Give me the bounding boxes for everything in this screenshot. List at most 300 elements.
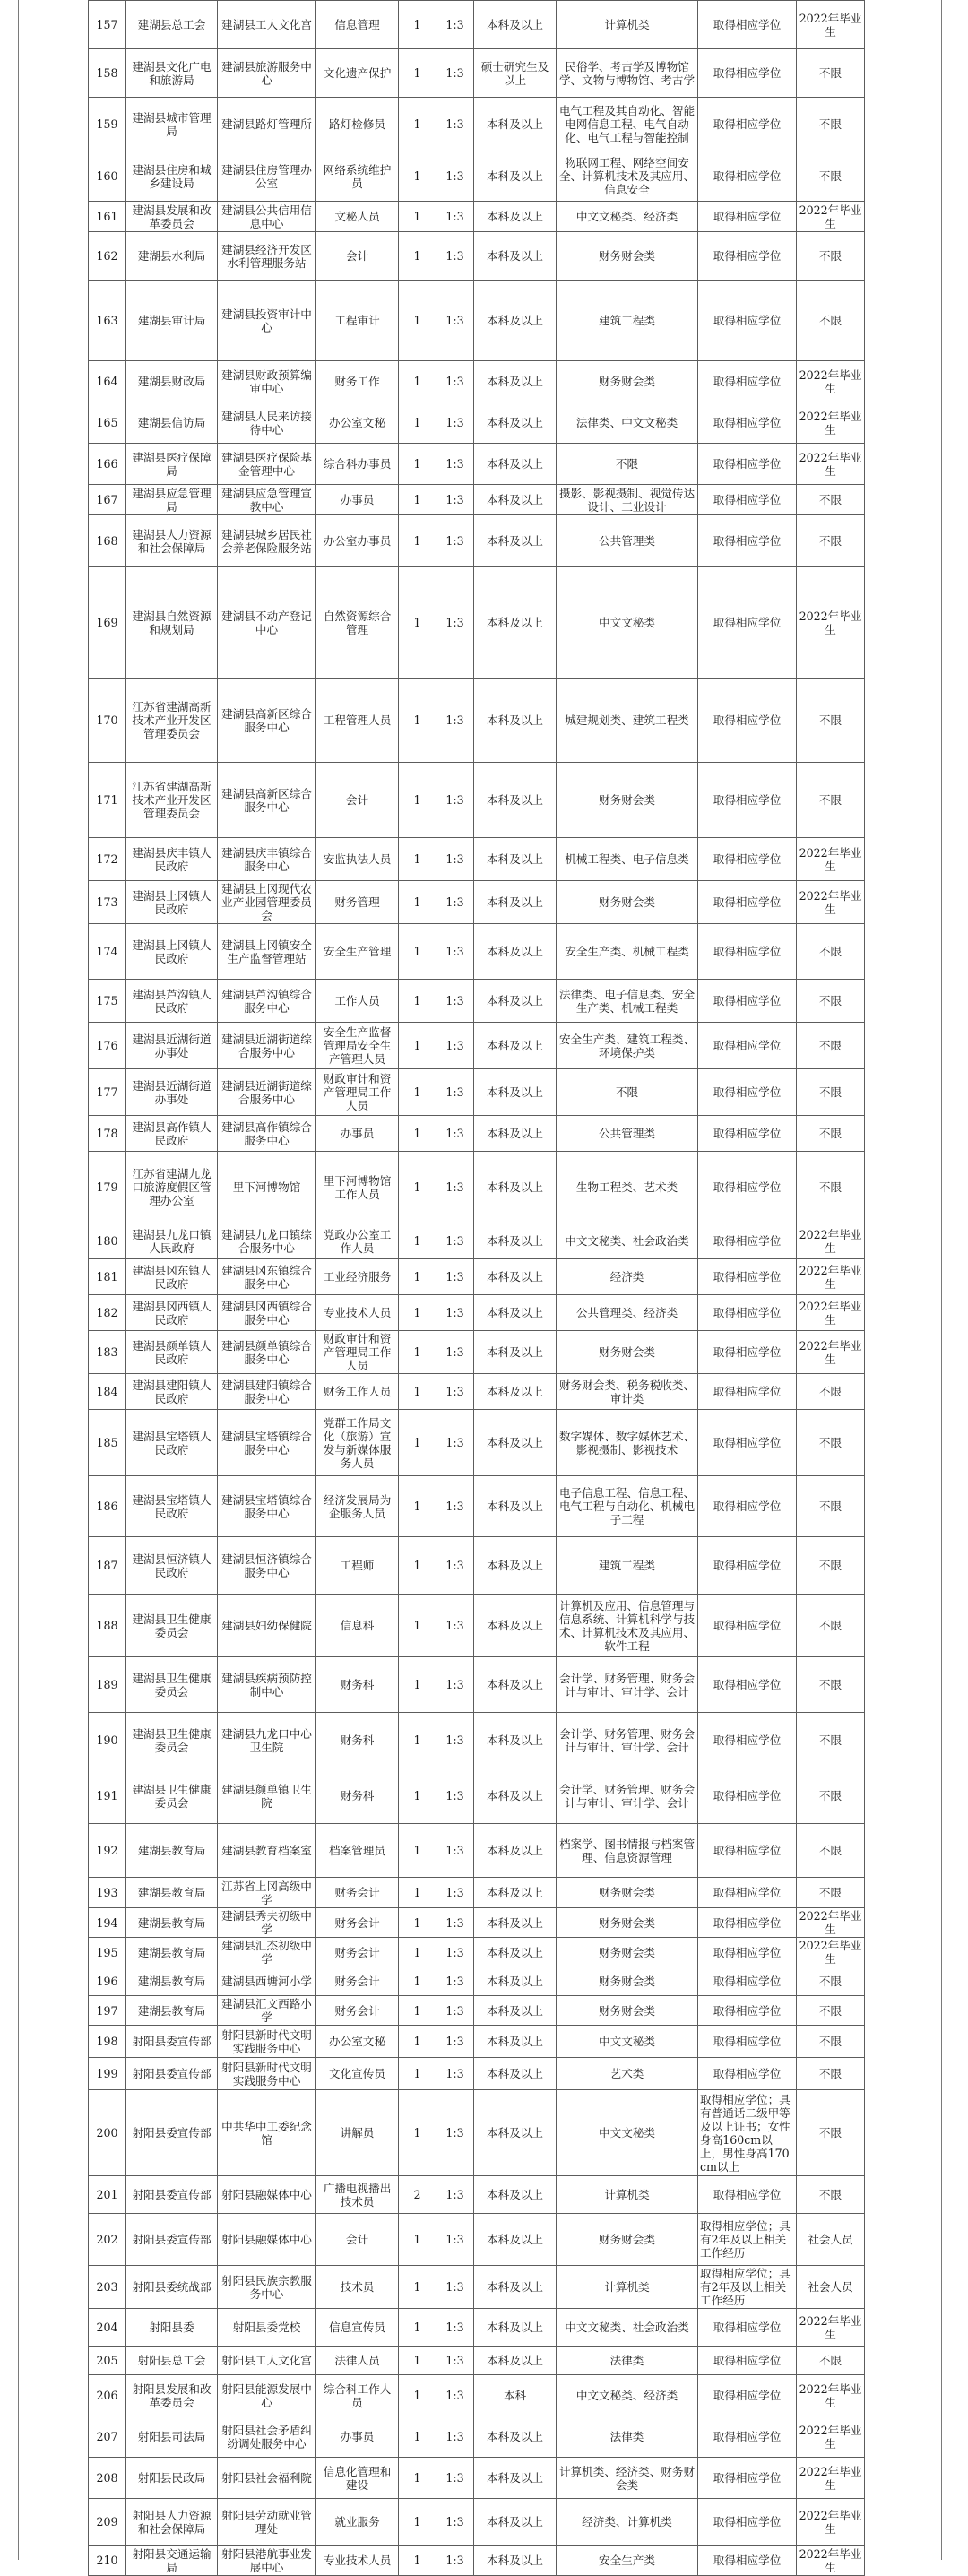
major-requirement-cell: 电气工程及其自动化、智能电网信息工程、电气自动化、电气工程与智能控制 <box>557 98 698 151</box>
headcount-cell: 1 <box>399 1938 436 1967</box>
recruiting-unit-cell: 射阳县社会福利院 <box>218 2458 316 2499</box>
table-row <box>89 361 865 402</box>
headcount-cell: 1 <box>399 2458 436 2499</box>
headcount-cell: 1 <box>399 1476 436 1537</box>
post-code-cell: 159 <box>89 98 126 151</box>
exam-ratio-cell: 1:3 <box>436 980 474 1023</box>
table-row <box>89 515 865 567</box>
post-code-cell: 175 <box>89 980 126 1023</box>
recruiting-unit-cell: 建湖县宝塔镇综合服务中心 <box>218 1476 316 1537</box>
recruiting-unit-cell: 射阳县融媒体中心 <box>218 2214 316 2266</box>
recruiting-unit-cell: 建湖县不动产登记中心 <box>218 567 316 679</box>
education-cell: 本科及以上 <box>474 1152 557 1223</box>
headcount-cell: 1 <box>399 1967 436 1996</box>
education-cell: 本科及以上 <box>474 881 557 924</box>
education-cell: 本科及以上 <box>474 1374 557 1410</box>
education-cell: 本科及以上 <box>474 2416 557 2458</box>
headcount-cell: 1 <box>399 1331 436 1374</box>
department-cell: 建湖县冈西镇人民政府 <box>126 1295 218 1331</box>
other-requirement-cell: 取得相应学位 <box>698 2458 797 2499</box>
post-code-cell: 179 <box>89 1152 126 1223</box>
table-row <box>89 2266 865 2309</box>
recruiting-unit-cell: 中共华中工委纪念馆 <box>218 2090 316 2176</box>
department-cell: 建湖县住房和城乡建设局 <box>126 151 218 202</box>
major-requirement-cell: 公共管理类、经济类 <box>557 1295 698 1331</box>
department-cell: 建湖县水利局 <box>126 232 218 281</box>
exam-ratio-cell: 1:3 <box>436 202 474 232</box>
major-requirement-cell: 中文文秘类 <box>557 2026 698 2058</box>
recruitment-post-table <box>88 0 865 2576</box>
headcount-cell: 1 <box>399 1595 436 1657</box>
education-cell: 本科及以上 <box>474 1996 557 2026</box>
table-row <box>89 1938 865 1967</box>
other-requirement-cell: 取得相应学位 <box>698 232 797 281</box>
other-requirement-cell: 取得相应学位 <box>698 1116 797 1152</box>
department-cell: 射阳县发展和改革委员会 <box>126 2375 218 2416</box>
other-requirement-cell: 取得相应学位 <box>698 679 797 763</box>
position-name-cell: 财务工作 <box>316 361 399 402</box>
exam-ratio-cell: 1:3 <box>436 2546 474 2576</box>
education-cell: 本科及以上 <box>474 1967 557 1996</box>
other-requirement-cell: 取得相应学位 <box>698 515 797 567</box>
exam-ratio-cell: 1:3 <box>436 151 474 202</box>
position-name-cell: 会计 <box>316 763 399 838</box>
applicant-type-cell: 不限 <box>797 1878 865 1908</box>
post-code-cell: 165 <box>89 402 126 444</box>
table-row <box>89 1768 865 1824</box>
other-requirement-cell: 取得相应学位 <box>698 1908 797 1938</box>
applicant-type-cell: 2022年毕业生 <box>797 2546 865 2576</box>
table-row <box>89 1023 865 1069</box>
major-requirement-cell: 经济类 <box>557 1259 698 1295</box>
major-requirement-cell: 计算机类、经济类、财务财会类 <box>557 2458 698 2499</box>
major-requirement-cell: 中文文秘类、经济类 <box>557 202 698 232</box>
education-cell: 本科及以上 <box>474 361 557 402</box>
other-requirement-cell: 取得相应学位；具有2年及以上相关工作经历 <box>698 2214 797 2266</box>
position-name-cell: 会计 <box>316 2214 399 2266</box>
recruiting-unit-cell: 建湖县妇幼保健院 <box>218 1595 316 1657</box>
post-code-cell: 185 <box>89 1410 126 1476</box>
education-cell: 本科及以上 <box>474 1878 557 1908</box>
education-cell: 本科及以上 <box>474 924 557 980</box>
headcount-cell: 1 <box>399 2309 436 2347</box>
applicant-type-cell: 2022年毕业生 <box>797 2458 865 2499</box>
table-row <box>89 1223 865 1259</box>
position-name-cell: 财政审计和资产管理局工作人员 <box>316 1069 399 1116</box>
position-name-cell: 工业经济服务 <box>316 1259 399 1295</box>
other-requirement-cell: 取得相应学位 <box>698 1410 797 1476</box>
recruiting-unit-cell: 建湖县路灯管理所 <box>218 98 316 151</box>
other-requirement-cell: 取得相应学位 <box>698 1152 797 1223</box>
department-cell: 建湖县芦沟镇人民政府 <box>126 980 218 1023</box>
department-cell: 建湖县恒济镇人民政府 <box>126 1537 218 1595</box>
headcount-cell: 1 <box>399 1537 436 1595</box>
recruiting-unit-cell: 射阳县社会矛盾纠纷调处服务中心 <box>218 2416 316 2458</box>
department-cell: 射阳县交通运输局 <box>126 2546 218 2576</box>
major-requirement-cell: 财务财会类 <box>557 1938 698 1967</box>
headcount-cell: 1 <box>399 2266 436 2309</box>
exam-ratio-cell: 1:3 <box>436 281 474 361</box>
education-cell: 本科及以上 <box>474 2058 557 2090</box>
recruiting-unit-cell: 建湖县庆丰镇综合服务中心 <box>218 838 316 881</box>
position-name-cell: 技术员 <box>316 2266 399 2309</box>
recruiting-unit-cell: 里下河博物馆 <box>218 1152 316 1223</box>
post-code-cell: 184 <box>89 1374 126 1410</box>
exam-ratio-cell: 1:3 <box>436 98 474 151</box>
education-cell: 本科及以上 <box>474 980 557 1023</box>
position-name-cell: 法律人员 <box>316 2347 399 2375</box>
table-row <box>89 151 865 202</box>
department-cell: 建湖县冈东镇人民政府 <box>126 1259 218 1295</box>
recruiting-unit-cell: 建湖县高新区综合服务中心 <box>218 679 316 763</box>
table-row <box>89 2176 865 2214</box>
post-code-cell: 163 <box>89 281 126 361</box>
other-requirement-cell: 取得相应学位 <box>698 1996 797 2026</box>
headcount-cell: 1 <box>399 924 436 980</box>
education-cell: 本科及以上 <box>474 2458 557 2499</box>
exam-ratio-cell: 1:3 <box>436 515 474 567</box>
other-requirement-cell: 取得相应学位 <box>698 485 797 515</box>
post-code-cell: 188 <box>89 1595 126 1657</box>
major-requirement-cell: 法律类 <box>557 2416 698 2458</box>
position-name-cell: 信息管理 <box>316 1 399 49</box>
other-requirement-cell: 取得相应学位 <box>698 1967 797 1996</box>
major-requirement-cell: 建筑工程类 <box>557 1537 698 1595</box>
position-name-cell: 专业技术人员 <box>316 2546 399 2576</box>
table-row <box>89 485 865 515</box>
exam-ratio-cell: 1:3 <box>436 1908 474 1938</box>
department-cell: 建湖县总工会 <box>126 1 218 49</box>
major-requirement-cell: 经济类、计算机类 <box>557 2499 698 2546</box>
education-cell: 本科及以上 <box>474 1069 557 1116</box>
other-requirement-cell: 取得相应学位 <box>698 763 797 838</box>
department-cell: 建湖县近湖街道办事处 <box>126 1069 218 1116</box>
major-requirement-cell: 建筑工程类 <box>557 281 698 361</box>
major-requirement-cell: 安全生产类、机械工程类 <box>557 924 698 980</box>
recruiting-unit-cell: 建湖县汇文西路小学 <box>218 1996 316 2026</box>
education-cell: 本科及以上 <box>474 1410 557 1476</box>
applicant-type-cell: 不限 <box>797 1537 865 1595</box>
position-name-cell: 文化宣传员 <box>316 2058 399 2090</box>
post-code-cell: 202 <box>89 2214 126 2266</box>
recruiting-unit-cell: 建湖县旅游服务中心 <box>218 49 316 98</box>
department-cell: 建湖县自然资源和规划局 <box>126 567 218 679</box>
department-cell: 建湖县信访局 <box>126 402 218 444</box>
exam-ratio-cell: 1:3 <box>436 1938 474 1967</box>
recruiting-unit-cell: 建湖县汇杰初级中学 <box>218 1938 316 1967</box>
position-name-cell: 信息宣传员 <box>316 2309 399 2347</box>
applicant-type-cell: 2022年毕业生 <box>797 202 865 232</box>
recruiting-unit-cell: 建湖县高新区综合服务中心 <box>218 763 316 838</box>
other-requirement-cell: 取得相应学位 <box>698 881 797 924</box>
education-cell: 本科及以上 <box>474 2309 557 2347</box>
headcount-cell: 1 <box>399 838 436 881</box>
post-code-cell: 191 <box>89 1768 126 1824</box>
headcount-cell: 1 <box>399 1152 436 1223</box>
major-requirement-cell: 中文文秘类 <box>557 2090 698 2176</box>
department-cell: 建湖县宝塔镇人民政府 <box>126 1476 218 1537</box>
table-row <box>89 232 865 281</box>
position-name-cell: 办事员 <box>316 1116 399 1152</box>
table-row <box>89 1 865 49</box>
applicant-type-cell: 2022年毕业生 <box>797 1223 865 1259</box>
post-code-cell: 164 <box>89 361 126 402</box>
position-name-cell: 讲解员 <box>316 2090 399 2176</box>
department-cell: 建湖县建阳镇人民政府 <box>126 1374 218 1410</box>
post-code-cell: 173 <box>89 881 126 924</box>
post-code-cell: 157 <box>89 1 126 49</box>
position-name-cell: 财务会计 <box>316 1938 399 1967</box>
position-name-cell: 安全生产监督管理局安全生产管理人员 <box>316 1023 399 1069</box>
education-cell: 本科及以上 <box>474 1259 557 1295</box>
table-row <box>89 881 865 924</box>
department-cell: 建湖县颜单镇人民政府 <box>126 1331 218 1374</box>
headcount-cell: 1 <box>399 1374 436 1410</box>
recruiting-unit-cell: 建湖县芦沟镇综合服务中心 <box>218 980 316 1023</box>
recruiting-unit-cell: 射阳县民族宗教服务中心 <box>218 2266 316 2309</box>
major-requirement-cell: 安全生产类、建筑工程类、环境保护类 <box>557 1023 698 1069</box>
headcount-cell: 1 <box>399 1824 436 1878</box>
major-requirement-cell: 财务财会类 <box>557 881 698 924</box>
table-row <box>89 2347 865 2375</box>
other-requirement-cell: 取得相应学位 <box>698 151 797 202</box>
post-code-cell: 174 <box>89 924 126 980</box>
recruiting-unit-cell: 建湖县西塘河小学 <box>218 1967 316 1996</box>
applicant-type-cell: 不限 <box>797 1996 865 2026</box>
department-cell: 建湖县教育局 <box>126 1996 218 2026</box>
recruiting-unit-cell: 建湖县投资审计中心 <box>218 281 316 361</box>
exam-ratio-cell: 1:3 <box>436 361 474 402</box>
applicant-type-cell: 2022年毕业生 <box>797 2309 865 2347</box>
other-requirement-cell: 取得相应学位 <box>698 1069 797 1116</box>
exam-ratio-cell: 1:3 <box>436 1878 474 1908</box>
department-cell: 建湖县城市管理局 <box>126 98 218 151</box>
other-requirement-cell: 取得相应学位 <box>698 281 797 361</box>
major-requirement-cell: 计算机类 <box>557 2266 698 2309</box>
table-row <box>89 1996 865 2026</box>
headcount-cell: 1 <box>399 2416 436 2458</box>
position-name-cell: 广播电视播出技术员 <box>316 2176 399 2214</box>
post-code-cell: 176 <box>89 1023 126 1069</box>
post-code-cell: 199 <box>89 2058 126 2090</box>
table-row <box>89 98 865 151</box>
education-cell: 本科及以上 <box>474 2026 557 2058</box>
other-requirement-cell: 取得相应学位 <box>698 1374 797 1410</box>
applicant-type-cell: 不限 <box>797 1768 865 1824</box>
position-name-cell: 财务会计 <box>316 1908 399 1938</box>
recruiting-unit-cell: 建湖县城乡居民社会养老保险服务站 <box>218 515 316 567</box>
education-cell: 本科及以上 <box>474 444 557 485</box>
post-code-cell: 178 <box>89 1116 126 1152</box>
applicant-type-cell: 不限 <box>797 281 865 361</box>
education-cell: 本科及以上 <box>474 1908 557 1938</box>
other-requirement-cell: 取得相应学位；具有普通话二级甲等及以上证书；女性身高160cm以上，男性身高170cm以上 <box>698 2090 797 2176</box>
table-row <box>89 1152 865 1223</box>
major-requirement-cell: 法律类、中文文秘类 <box>557 402 698 444</box>
applicant-type-cell: 2022年毕业生 <box>797 402 865 444</box>
exam-ratio-cell: 1:3 <box>436 1410 474 1476</box>
post-code-cell: 183 <box>89 1331 126 1374</box>
department-cell: 射阳县总工会 <box>126 2347 218 2375</box>
recruiting-unit-cell: 射阳县能源发展中心 <box>218 2375 316 2416</box>
education-cell: 本科及以上 <box>474 2090 557 2176</box>
post-code-cell: 181 <box>89 1259 126 1295</box>
position-name-cell: 财务科 <box>316 1768 399 1824</box>
other-requirement-cell: 取得相应学位 <box>698 1259 797 1295</box>
applicant-type-cell: 不限 <box>797 1713 865 1768</box>
education-cell: 本科及以上 <box>474 838 557 881</box>
post-code-cell: 192 <box>89 1824 126 1878</box>
education-cell: 本科及以上 <box>474 1223 557 1259</box>
headcount-cell: 1 <box>399 232 436 281</box>
education-cell: 本科及以上 <box>474 1 557 49</box>
position-name-cell: 财务会计 <box>316 1967 399 1996</box>
exam-ratio-cell: 1:3 <box>436 1657 474 1713</box>
headcount-cell: 1 <box>399 1657 436 1713</box>
headcount-cell: 1 <box>399 679 436 763</box>
recruiting-unit-cell: 建湖县宝塔镇综合服务中心 <box>218 1410 316 1476</box>
exam-ratio-cell: 1:3 <box>436 2266 474 2309</box>
post-code-cell: 187 <box>89 1537 126 1595</box>
headcount-cell: 1 <box>399 1023 436 1069</box>
exam-ratio-cell: 1:3 <box>436 1259 474 1295</box>
table-row <box>89 1967 865 1996</box>
recruiting-unit-cell: 建湖县九龙口镇综合服务中心 <box>218 1223 316 1259</box>
exam-ratio-cell: 1:3 <box>436 2058 474 2090</box>
other-requirement-cell: 取得相应学位 <box>698 1331 797 1374</box>
recruiting-unit-cell: 建湖县冈东镇综合服务中心 <box>218 1259 316 1295</box>
headcount-cell: 1 <box>399 202 436 232</box>
exam-ratio-cell: 1:3 <box>436 2347 474 2375</box>
applicant-type-cell: 2022年毕业生 <box>797 361 865 402</box>
exam-ratio-cell: 1:3 <box>436 924 474 980</box>
other-requirement-cell: 取得相应学位；具有2年及以上相关工作经历 <box>698 2266 797 2309</box>
exam-ratio-cell: 1:3 <box>436 1 474 49</box>
applicant-type-cell: 不限 <box>797 515 865 567</box>
other-requirement-cell: 取得相应学位 <box>698 567 797 679</box>
post-code-cell: 172 <box>89 838 126 881</box>
headcount-cell: 1 <box>399 1069 436 1116</box>
department-cell: 建湖县教育局 <box>126 1908 218 1938</box>
position-name-cell: 党群工作局文化（旅游）宣发与新媒体服务人员 <box>316 1410 399 1476</box>
position-name-cell: 路灯检修员 <box>316 98 399 151</box>
department-cell: 建湖县医疗保障局 <box>126 444 218 485</box>
position-name-cell: 信息化管理和建设 <box>316 2458 399 2499</box>
department-cell: 建湖县人力资源和社会保障局 <box>126 515 218 567</box>
exam-ratio-cell: 1:3 <box>436 1223 474 1259</box>
department-cell: 建湖县教育局 <box>126 1967 218 1996</box>
major-requirement-cell: 法律类、电子信息类、安全生产类、机械工程类 <box>557 980 698 1023</box>
applicant-type-cell: 不限 <box>797 151 865 202</box>
other-requirement-cell: 取得相应学位 <box>698 202 797 232</box>
headcount-cell: 1 <box>399 361 436 402</box>
position-name-cell: 财务工作人员 <box>316 1374 399 1410</box>
major-requirement-cell: 机械工程类、电子信息类 <box>557 838 698 881</box>
major-requirement-cell: 中文文秘类、社会政治类 <box>557 2309 698 2347</box>
recruiting-unit-cell: 射阳县港航事业发展中心 <box>218 2546 316 2576</box>
table-row <box>89 1476 865 1537</box>
position-name-cell: 党政办公室工作人员 <box>316 1223 399 1259</box>
recruiting-unit-cell: 建湖县颜单镇卫生院 <box>218 1768 316 1824</box>
headcount-cell: 1 <box>399 1996 436 2026</box>
position-name-cell: 自然资源综合管理 <box>316 567 399 679</box>
major-requirement-cell: 财务财会类、税务税收类、审计类 <box>557 1374 698 1410</box>
applicant-type-cell: 不限 <box>797 2176 865 2214</box>
exam-ratio-cell: 1:3 <box>436 444 474 485</box>
recruiting-unit-cell: 射阳县融媒体中心 <box>218 2176 316 2214</box>
education-cell: 本科及以上 <box>474 679 557 763</box>
exam-ratio-cell: 1:3 <box>436 485 474 515</box>
other-requirement-cell: 取得相应学位 <box>698 402 797 444</box>
applicant-type-cell: 2022年毕业生 <box>797 1 865 49</box>
other-requirement-cell: 取得相应学位 <box>698 1657 797 1713</box>
exam-ratio-cell: 1:3 <box>436 1116 474 1152</box>
department-cell: 建湖县高作镇人民政府 <box>126 1116 218 1152</box>
post-code-cell: 193 <box>89 1878 126 1908</box>
applicant-type-cell: 2022年毕业生 <box>797 567 865 679</box>
recruiting-unit-cell: 射阳县工人文化宫 <box>218 2347 316 2375</box>
post-code-cell: 208 <box>89 2458 126 2499</box>
table-row <box>89 1537 865 1595</box>
headcount-cell: 1 <box>399 763 436 838</box>
position-name-cell: 经济发展局为企服务人员 <box>316 1476 399 1537</box>
post-code-cell: 207 <box>89 2416 126 2458</box>
exam-ratio-cell: 1:3 <box>436 1595 474 1657</box>
applicant-type-cell: 不限 <box>797 1069 865 1116</box>
position-name-cell: 办事员 <box>316 2416 399 2458</box>
table-row <box>89 980 865 1023</box>
education-cell: 本科及以上 <box>474 1657 557 1713</box>
major-requirement-cell: 民俗学、考古学及博物馆学、文物与博物馆、考古学 <box>557 49 698 98</box>
other-requirement-cell: 取得相应学位 <box>698 2546 797 2576</box>
other-requirement-cell: 取得相应学位 <box>698 49 797 98</box>
applicant-type-cell: 2022年毕业生 <box>797 881 865 924</box>
exam-ratio-cell: 1:3 <box>436 2309 474 2347</box>
exam-ratio-cell: 1:3 <box>436 1295 474 1331</box>
exam-ratio-cell: 1:3 <box>436 1152 474 1223</box>
recruiting-unit-cell: 建湖县冈西镇综合服务中心 <box>218 1295 316 1331</box>
recruiting-unit-cell: 建湖县疾病预防控制中心 <box>218 1657 316 1713</box>
education-cell: 本科及以上 <box>474 1768 557 1824</box>
table-row <box>89 2416 865 2458</box>
education-cell: 本科 <box>474 2375 557 2416</box>
position-name-cell: 财务管理 <box>316 881 399 924</box>
headcount-cell: 1 <box>399 1878 436 1908</box>
department-cell: 建湖县庆丰镇人民政府 <box>126 838 218 881</box>
headcount-cell: 2 <box>399 2176 436 2214</box>
table-body <box>89 1 865 2576</box>
headcount-cell: 1 <box>399 98 436 151</box>
education-cell: 本科及以上 <box>474 2499 557 2546</box>
applicant-type-cell: 不限 <box>797 924 865 980</box>
other-requirement-cell: 取得相应学位 <box>698 444 797 485</box>
position-name-cell: 安监执法人员 <box>316 838 399 881</box>
department-cell: 建湖县九龙口镇人民政府 <box>126 1223 218 1259</box>
education-cell: 本科及以上 <box>474 1938 557 1967</box>
headcount-cell: 1 <box>399 1908 436 1938</box>
headcount-cell: 1 <box>399 444 436 485</box>
department-cell: 建湖县宝塔镇人民政府 <box>126 1410 218 1476</box>
department-cell: 射阳县委宣传部 <box>126 2026 218 2058</box>
post-code-cell: 210 <box>89 2546 126 2576</box>
applicant-type-cell: 不限 <box>797 2347 865 2375</box>
table-row <box>89 2090 865 2176</box>
table-row <box>89 2458 865 2499</box>
education-cell: 本科及以上 <box>474 1023 557 1069</box>
post-code-cell: 189 <box>89 1657 126 1713</box>
applicant-type-cell: 2022年毕业生 <box>797 2499 865 2546</box>
major-requirement-cell: 摄影、影视摄制、视觉传达设计、工业设计 <box>557 485 698 515</box>
